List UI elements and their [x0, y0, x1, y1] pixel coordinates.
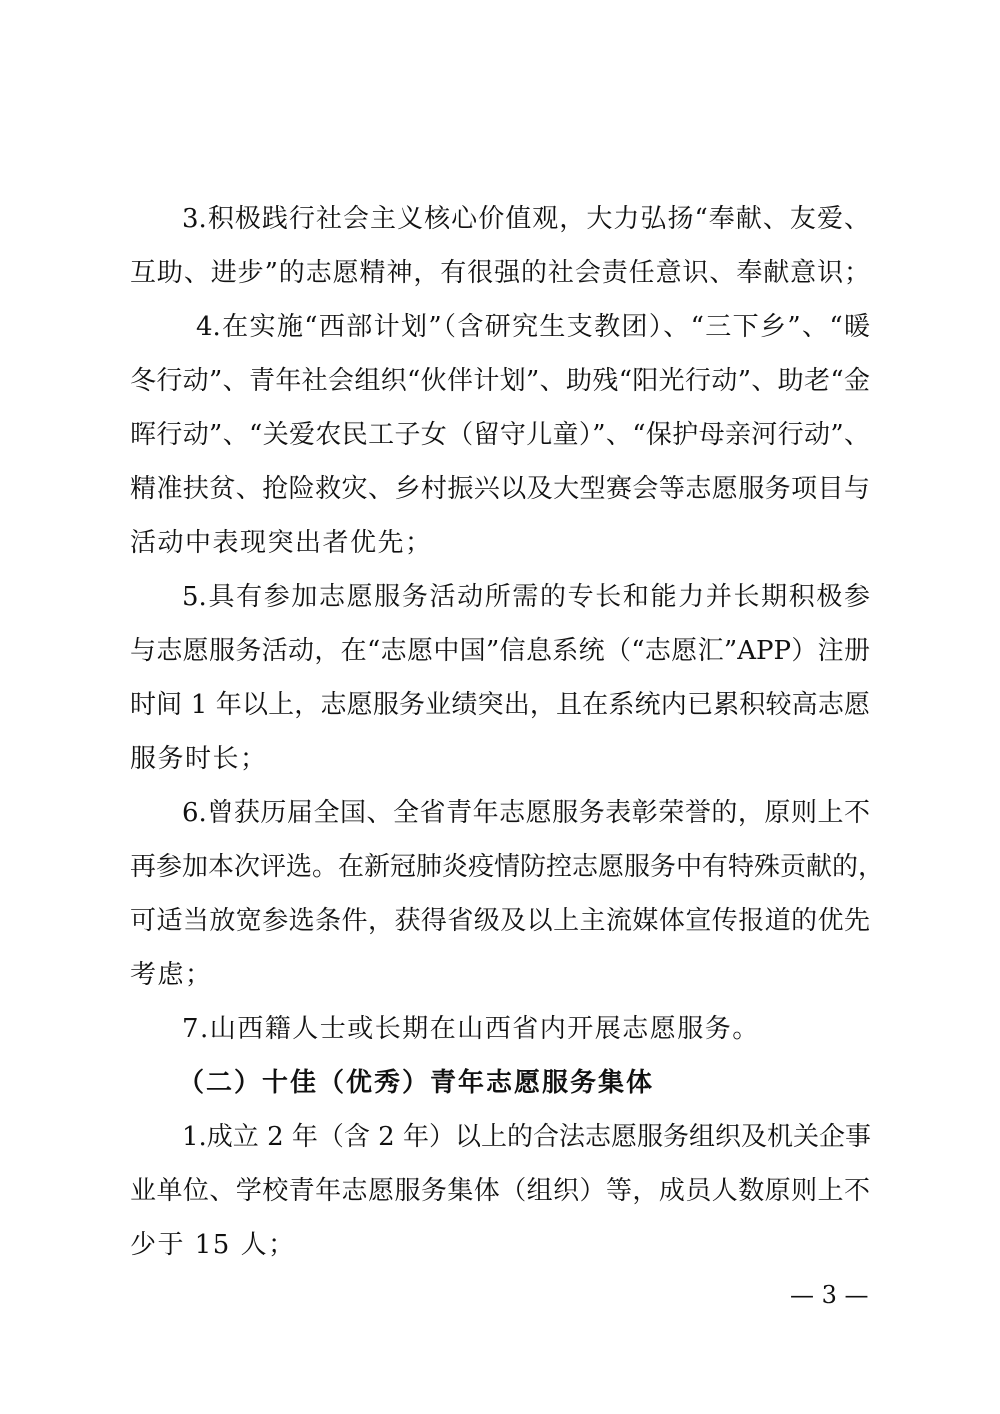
item-4-line-1: 4.在实施“西部计划”（含研究生支教团）、“三下乡”、“暖	[196, 312, 870, 342]
item-4-line-3: 晖行动”、“关爱农民工子女（留守儿童）”、“保护母亲河行动”、	[130, 420, 870, 450]
item-4-line-4: 精准扶贫、抢险救灾、乡村振兴以及大型赛会等志愿服务项目与	[130, 474, 870, 504]
item-5-line-4: 服务时长；	[130, 744, 268, 774]
collective-item-1-line-1: 1.成立 2 年（含 2 年）以上的合法志愿服务组织及机关企事	[182, 1122, 871, 1152]
section-heading: （二）十佳（优秀）青年志愿服务集体	[178, 1068, 655, 1098]
item-5-line-3: 时间 1 年以上，志愿服务业绩突出，且在系统内已累积较高志愿	[130, 690, 870, 720]
collective-item-1-line-3: 少于 15 人；	[130, 1230, 296, 1260]
item-7-line-1: 7.山西籍人士或长期在山西省内开展志愿服务。	[182, 1014, 760, 1044]
item-3-line-1: 3.积极践行社会主义核心价值观，大力弘扬“奉献、友爱、	[182, 204, 870, 234]
item-5-line-2: 与志愿服务活动，在“志愿中国”信息系统（“志愿汇”APP）注册	[130, 636, 870, 666]
item-6-line-4: 考虑；	[130, 960, 213, 990]
collective-item-1-line-2: 业单位、学校青年志愿服务集体（组织）等，成员人数原则上不	[130, 1176, 870, 1206]
item-6-line-2: 再参加本次评选。在新冠肺炎疫情防控志愿服务中有特殊贡献的，	[130, 852, 885, 882]
item-4-line-5: 活动中表现突出者优先；	[130, 528, 433, 558]
item-6-line-1: 6.曾获历届全国、全省青年志愿服务表彰荣誉的，原则上不	[182, 798, 870, 828]
item-3-line-2: 互助、进步”的志愿精神，有很强的社会责任意识、奉献意识；	[130, 258, 870, 288]
item-4-line-2: 冬行动”、青年社会组织“伙伴计划”、助残“阳光行动”、助老“金	[130, 366, 870, 396]
item-5-line-1: 5.具有参加志愿服务活动所需的专长和能力并长期积极参	[182, 582, 870, 612]
page-number: — 3 —	[790, 1281, 869, 1309]
item-6-line-3: 可适当放宽参选条件，获得省级及以上主流媒体宣传报道的优先	[130, 906, 870, 936]
